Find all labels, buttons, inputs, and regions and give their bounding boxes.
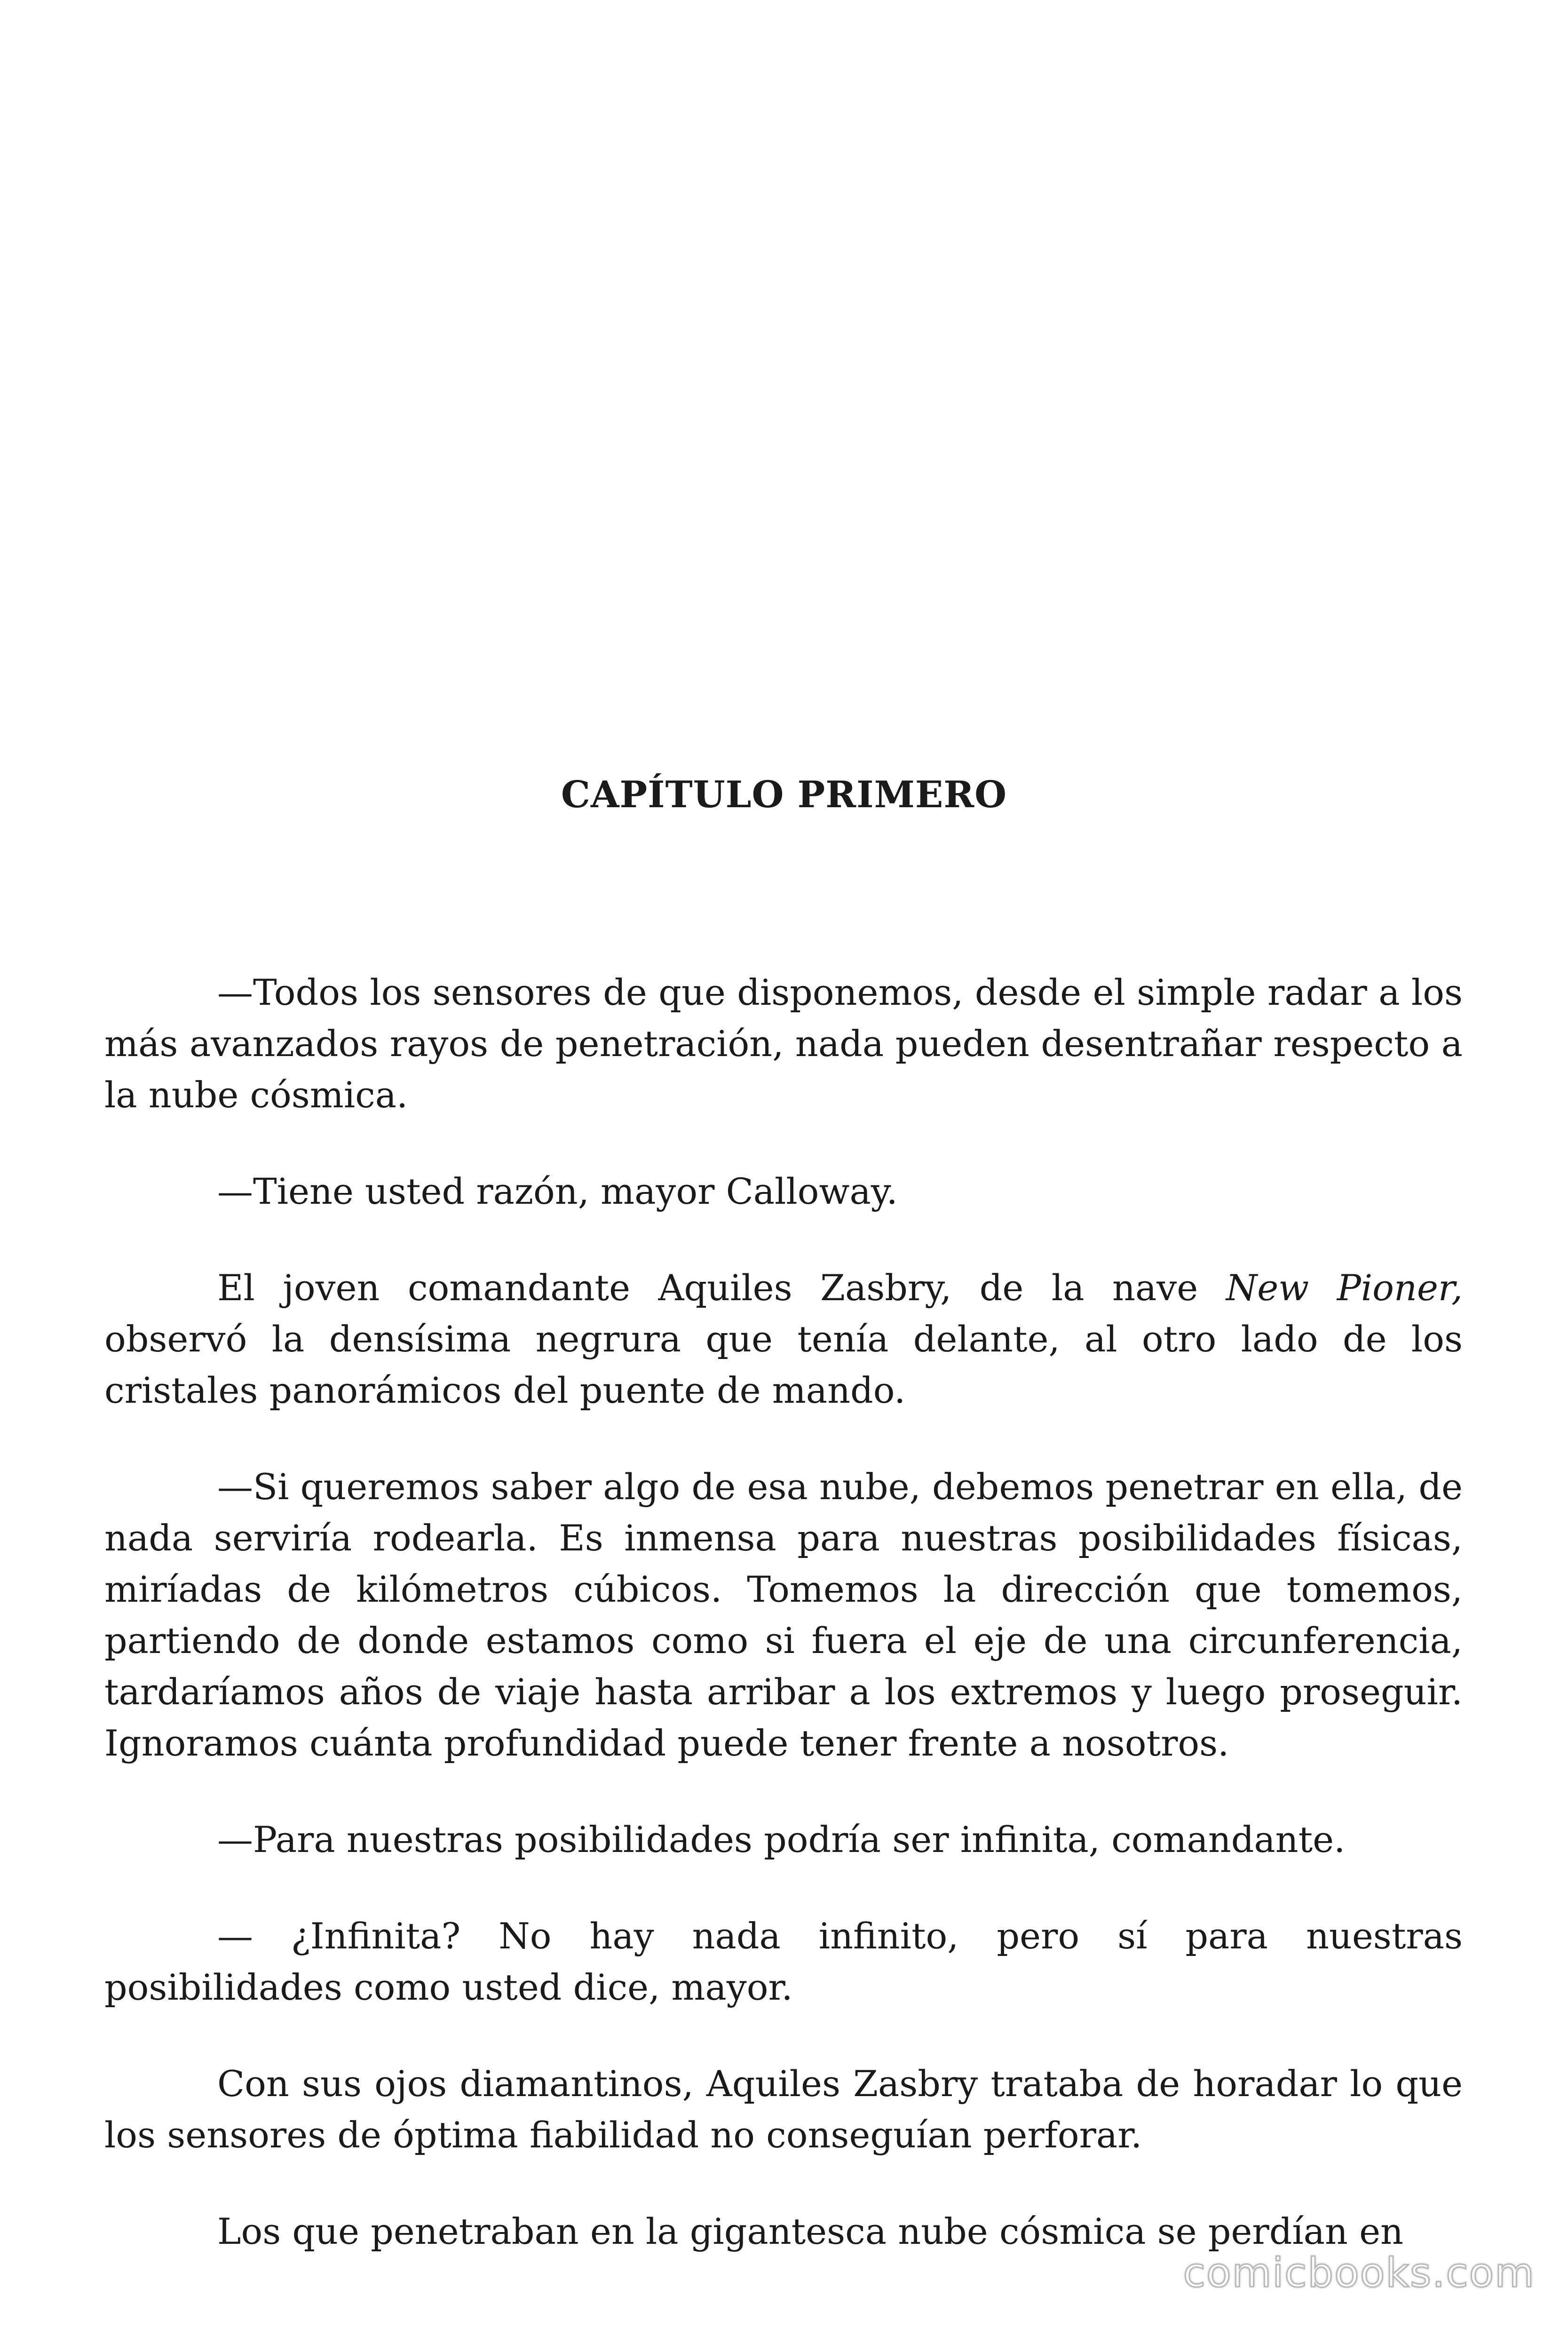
paragraph-6: — ¿Infinita? No hay nada infinito, pero sí para nuestras posibilidades como usted dice, mayor. xyxy=(104,1915,1463,2008)
paragraph-1: —Todos los sensores de que disponemos, desde el simple radar a los más avanzados rayos de penetración, nada pueden desentrañar respecto a la nube cósmica. xyxy=(104,971,1463,1116)
paragraph-3 xyxy=(104,1262,1463,1416)
paragraph-5: —Para nuestras posibilidades podría ser infinita, comandante. xyxy=(217,1819,1346,1860)
paragraph-8: Los que penetraban en la gigantesca nube cósmica se perdían en xyxy=(217,2210,1403,2252)
ship-name: New Pioner, xyxy=(1226,1267,1463,1309)
watermark-logo: comicbooks.com xyxy=(1183,2249,1535,2296)
paragraph-3-end: observó la densísima negrura que tenía delante, al otro lado de los cristales panorámicos del puente de mando. xyxy=(104,1318,1463,1411)
paragraph-2: —Tiene usted razón, mayor Calloway. xyxy=(217,1170,898,1212)
body-text xyxy=(104,967,1463,2302)
paragraph-4: —Si queremos saber algo de esa nube, debemos penetrar en ella, de nada serviría rodearla. Es inmensa para nuestras posibilidades físicas, miríadas de kilómetros cúbicos. Tomemos la dirección que tomemos, partiendo de donde estamos como si fuera el eje de una circunferencia, tardaríamos años de viaje hasta arribar a los extremos y luego proseguir. Ignoramos cuánta profundidad puede tener frente a nosotros. xyxy=(104,1466,1463,1764)
paragraph-3-start: El joven comandante Aquiles Zasbry, de la nave xyxy=(217,1267,1226,1309)
chapter-title: CAPÍTULO PRIMERO xyxy=(561,773,1007,816)
paragraph-7: Con sus ojos diamantinos, Aquiles Zasbry trataba de horadar lo que los sensores de óptima fiabilidad no conseguían perforar. xyxy=(104,2063,1463,2156)
